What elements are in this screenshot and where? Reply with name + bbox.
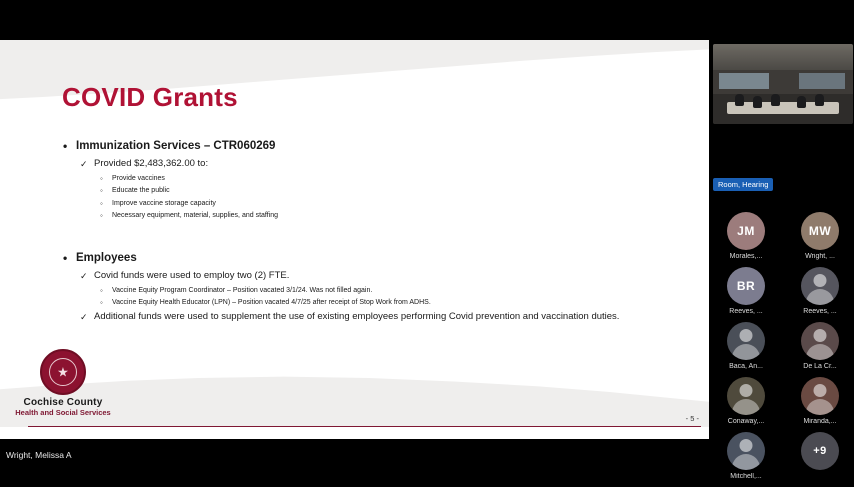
avatar[interactable] bbox=[801, 322, 839, 360]
avatar-initials: JM bbox=[737, 224, 755, 238]
participant-grid bbox=[713, 212, 853, 487]
person-icon bbox=[740, 439, 753, 452]
participant-tile[interactable] bbox=[713, 267, 779, 315]
room-ceiling bbox=[713, 44, 853, 70]
person-icon bbox=[740, 384, 753, 397]
stage-top-letterbox bbox=[0, 0, 709, 40]
participant-row bbox=[713, 432, 853, 480]
room-window bbox=[719, 73, 769, 89]
person-icon bbox=[732, 399, 760, 415]
participant-tile[interactable] bbox=[787, 322, 853, 370]
bullet-level3: ◦ Necessary equipment, material, supplies, and staffing bbox=[62, 211, 642, 222]
organization-logo bbox=[8, 349, 118, 417]
person-icon bbox=[814, 274, 827, 287]
stage-bottom-bar bbox=[0, 439, 709, 480]
participant-tile[interactable] bbox=[713, 212, 779, 260]
avatar-initials: MW bbox=[808, 224, 832, 238]
participant-name: Baca, An... bbox=[729, 363, 763, 370]
participant-row bbox=[713, 322, 853, 370]
participant-name: Reeves, ... bbox=[729, 308, 763, 315]
participant-name: Wright, ... bbox=[805, 253, 835, 260]
spacer bbox=[62, 238, 642, 252]
person-icon bbox=[732, 344, 760, 360]
participant-name: Morales,... bbox=[729, 253, 763, 260]
avatar[interactable] bbox=[727, 267, 765, 305]
bullet-level1: • Employees bbox=[62, 252, 642, 264]
participant-rail[interactable] bbox=[709, 0, 854, 480]
room-person bbox=[815, 94, 824, 106]
participant-tile[interactable] bbox=[787, 212, 853, 260]
room-person bbox=[753, 96, 762, 108]
logo-line-2: Health and Social Services bbox=[15, 408, 111, 417]
overflow-count-badge[interactable] bbox=[801, 432, 839, 470]
person-icon bbox=[814, 329, 827, 342]
participant-name: Reeves, ... bbox=[803, 308, 837, 315]
participant-tile[interactable] bbox=[713, 432, 779, 480]
logo-line-1: Cochise County bbox=[23, 397, 103, 408]
avatar[interactable] bbox=[801, 377, 839, 415]
bullet-level2: ✓ Additional funds were used to supplement the use of existing employees performing Covid prevention and vaccination duties. bbox=[62, 311, 642, 324]
slide-title: COVID Grants bbox=[62, 82, 238, 112]
person-icon bbox=[732, 454, 760, 470]
avatar[interactable] bbox=[727, 432, 765, 470]
participant-tile[interactable] bbox=[787, 267, 853, 315]
more-participants-tile[interactable] bbox=[787, 432, 853, 480]
avatar[interactable] bbox=[727, 212, 765, 250]
avatar[interactable] bbox=[727, 377, 765, 415]
participant-name: De La Cr... bbox=[803, 363, 837, 370]
avatar-initials: BR bbox=[736, 279, 756, 293]
overflow-count-label: +9 bbox=[813, 445, 827, 457]
participant-name: Miranda,... bbox=[803, 418, 837, 425]
participant-tile[interactable] bbox=[713, 322, 779, 370]
slide-body bbox=[62, 140, 642, 326]
room-person bbox=[771, 94, 780, 106]
star-icon: ★ bbox=[57, 364, 69, 380]
participant-row bbox=[713, 267, 853, 315]
bullet-level3: ◦ Provide vaccines bbox=[62, 174, 642, 185]
avatar[interactable] bbox=[727, 322, 765, 360]
bullet-level3: ◦ Improve vaccine storage capacity bbox=[62, 199, 642, 210]
person-icon bbox=[740, 329, 753, 342]
county-seal-icon bbox=[40, 349, 86, 395]
bullet-level3: ◦ Educate the public bbox=[62, 186, 642, 197]
slide-divider bbox=[28, 426, 701, 427]
bullet-level1: • Immunization Services – CTR060269 bbox=[62, 140, 642, 152]
room-video-tile[interactable] bbox=[713, 44, 853, 124]
person-icon bbox=[806, 289, 834, 305]
room-person bbox=[797, 96, 806, 108]
slide-page-number: - 5 - bbox=[685, 414, 699, 423]
bullet-level3: ◦ Vaccine Equity Program Coordinator – Position vacated 3/1/24. Was not filled again. bbox=[62, 286, 642, 297]
bullet-level3: ◦ Vaccine Equity Health Educator (LPN) – Position vacated 4/7/25 after receipt of Stop Work from ADHS. bbox=[62, 298, 642, 309]
participant-tile[interactable] bbox=[787, 377, 853, 425]
person-icon bbox=[806, 344, 834, 360]
avatar[interactable] bbox=[801, 212, 839, 250]
spacer bbox=[62, 224, 642, 238]
avatar[interactable] bbox=[801, 267, 839, 305]
participant-name: Conaway,... bbox=[727, 418, 765, 425]
participant-row bbox=[713, 377, 853, 425]
room-person bbox=[735, 94, 744, 106]
presentation-slide bbox=[0, 40, 709, 439]
active-speaker-label: Wright, Melissa A bbox=[6, 450, 72, 460]
participant-row bbox=[713, 212, 853, 260]
person-icon bbox=[814, 384, 827, 397]
participant-name: Mitchell,... bbox=[730, 473, 762, 480]
participant-tile[interactable] bbox=[713, 377, 779, 425]
room-tile-label: Room, Hearing bbox=[713, 178, 773, 191]
bullet-level2: ✓ Provided $2,483,362.00 to: bbox=[62, 158, 642, 171]
room-window bbox=[799, 73, 845, 89]
person-icon bbox=[806, 399, 834, 415]
bullet-level2: ✓ Covid funds were used to employ two (2) FTE. bbox=[62, 270, 642, 283]
